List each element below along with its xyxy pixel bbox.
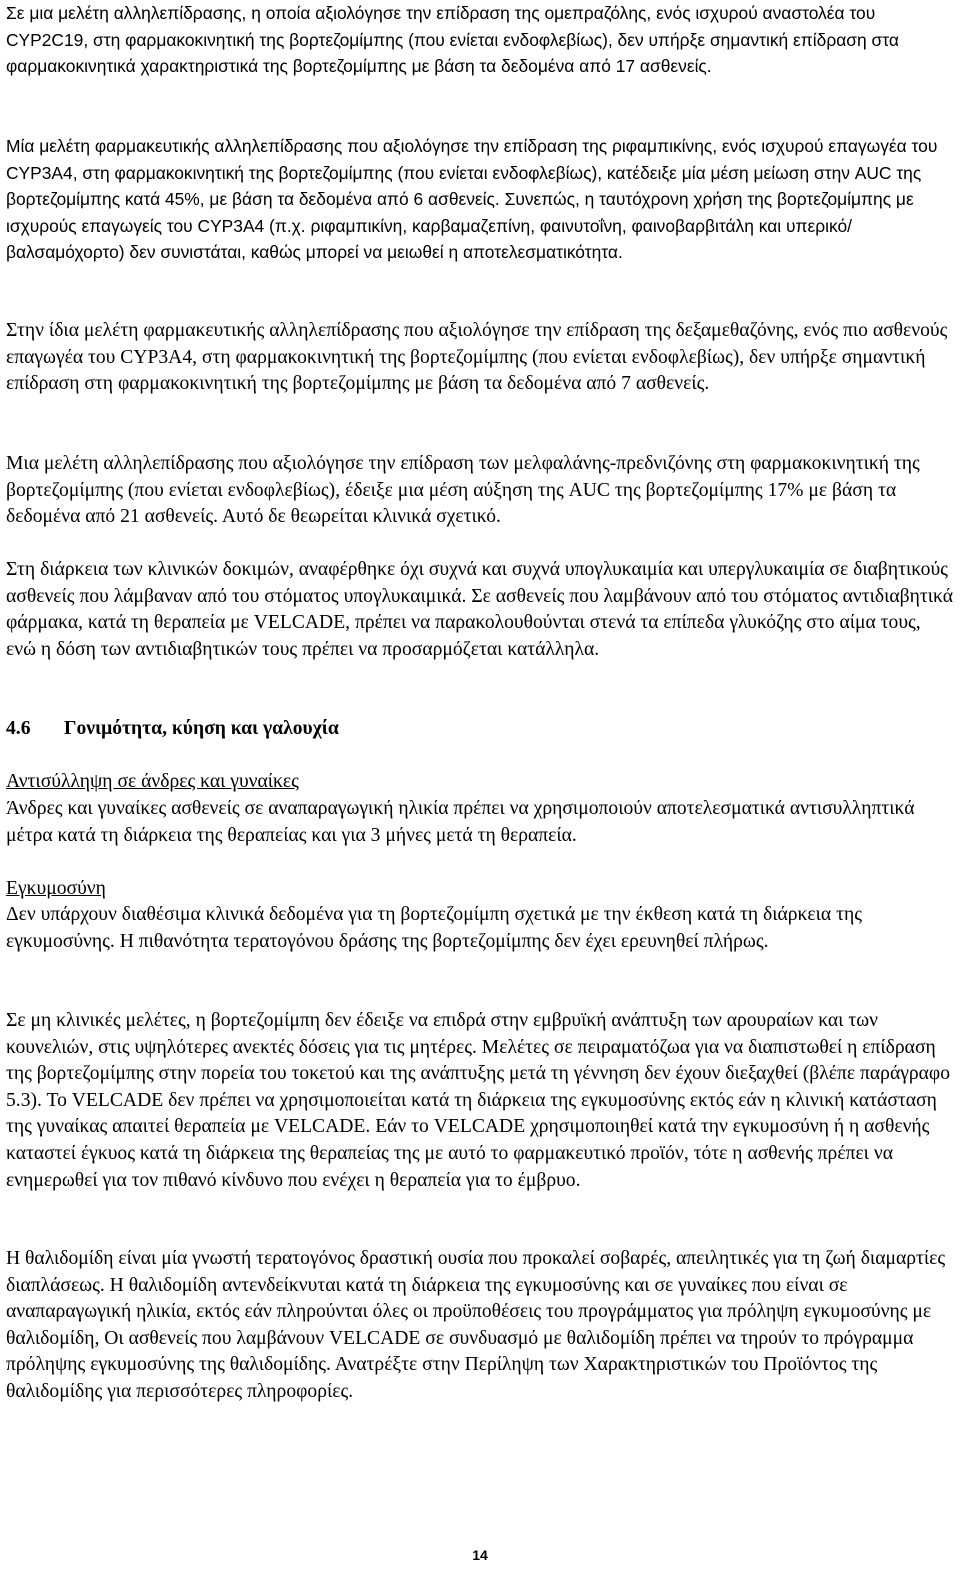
paragraph-nonclinical-studies: Σε μη κλινικές μελέτες, η βορτεζομίμπη δεν έδειξε να επιδρά στην εμβρυϊκή ανάπτυξη των αρουραίων και των κουνελιών, στις υψηλότερες ανεκτές δόσεις για τις μητέρες. Μελέτες σε πειραματόζωα για να διαπιστωθεί η επίδραση της βορτεζομίμπης στην πορεία του τοκετού και της ανάπτυξης μετά τη γέννηση δεν έχουν διεξαχθεί (βλέπε παράγραφο 5.3). Το VELCADE δεν πρέπει να χρησιμοποιείται κατά τη διάρκεια της εγκυμοσύνης εκτός εάν η κλινική κατάσταση της γυναίκας απαιτεί θεραπεία με VELCADE. Εάν το VELCADE χρησιμοποιηθεί κατά την εγκυμοσύνη ή η ασθενής καταστεί έγκυος κατά τη διάρκεια της θεραπείας της με αυτό το φαρμακευτικό προϊόν, τότε η ασθενής πρέπει να ενημερωθεί για τον πιθανό κίνδυνο που ενέχει η θεραπεία για το έμβρυο. <box>6 1010 951 1191</box>
paragraph-dexamethasone-study: Στην ίδια μελέτη φαρμακευτικής αλληλεπίδρασης που αξιολόγησε την επίδραση της δεξαμεθαζόνης, ενός πιο ασθενούς επαγωγέα του CYP3A4, στη φαρμακοκινητική της βορτεζομίμπης (που ενίεται ενδοφλεβίως), δεν υπήρξε σημαντική επίδραση στη φαρμακοκινητική της βορτεζομίμπης με βάση τα δεδομένα από 7 ασθενείς. <box>6 320 948 395</box>
paragraph-contraception: Άνδρες και γυναίκες ασθενείς σε αναπαραγωγική ηλικία πρέπει να χρησιμοποιούν αποτελεσματικά αντισυλληπτικά μέτρα κατά τη διάρκεια της θεραπείας και για 3 μήνες μετά τη θεραπεία. <box>6 798 915 846</box>
paragraph-rifampicin-study: Μία μελέτη φαρμακευτικής αλληλεπίδρασης που αξιολόγησε την επίδραση της ριφαμπικίνης, ενός ισχυρού επαγωγέα του CYP3A4, στη φαρμακοκινητική της βορτεζομίμπης (που ενίεται ενδοφλεβίως), κατέδειξε μία μέση μείωση στην AUC της βορτεζομίμπης κατά 45%, με βάση τα δεδομένα από 6 ασθενείς. Συνεπώς, η ταυτόχρονη χρήση της βορτεζομίμπης με ισχυρούς επαγωγείς του CYP3A4 (π.χ. ριφαμπικίνη, καρβαμαζεπίνη, φαινυτοΐνη, φαινοβαρβιτάλη και υπερικό/βαλσαμόχορτο) δεν συνιστάται, καθώς μπορεί να μειωθεί η αποτελεσματικότητα. <box>6 136 938 263</box>
subheading-pregnancy: Εγκυμοσύνη <box>6 878 106 899</box>
paragraph-melphalan-study: Μια μελέτη αλληλεπίδρασης που αξιολόγησε την επίδραση των μελφαλάνης-πρεδνιζόνης στη φαρμακοκινητική της βορτεζομίμπης (που ενίεται ενδοφλεβίως), έδειξε μια μέση αύξηση της AUC της βορτεζομίμπης 17% με βάση τα δεδομένα από 21 ασθενείς. Αυτό δε θεωρείται κλινικά σχετικό. <box>6 453 920 528</box>
section-title: Γονιμότητα, κύηση και γαλουχία <box>64 718 339 739</box>
subheading-contraception: Αντισύλληψη σε άνδρες και γυναίκες <box>6 771 299 792</box>
section-heading <box>6 716 954 743</box>
paragraph-omeprazole-study: Σε μια μελέτη αλληλεπίδρασης, η οποία αξιολόγησε την επίδραση της ομεπραζόλης, ενός ισχυρού αναστολέα του CYP2C19, στη φαρμακοκινητική της βορτεζομίμπης (που ενίεται ενδοφλεβίως), δεν υπήρξε σημαντική επίδραση στα φαρμακοκινητικά χαρακτηριστικά της βορτεζομίμπης με βάση τα δεδομένα από 17 ασθενείς. <box>6 3 899 77</box>
section-number: 4.6 <box>6 718 31 739</box>
paragraph-thalidomide: Η θαλιδομίδη είναι μία γνωστή τερατογόνος δραστική ουσία που προκαλεί σοβαρές, απειλητικές για τη ζωή διαμαρτίες διαπλάσεως. Η θαλιδομίδη αντενδείκνυται κατά τη διάρκεια της εγκυμοσύνης και σε γυναίκες που είναι σε αναπαραγωγική ηλικία, εκτός εάν πληρούνται όλες οι προϋποθέσεις του προγράμματος για πρόληψη εγκυμοσύνης με θαλιδομίδη, Οι ασθενείς που λαμβάνουν VELCADE σε συνδυασμό με θαλιδομίδη πρέπει να τηρούν το πρόγραμμα πρόληψης εγκυμοσύνης της θαλιδομίδης. Ανατρέξτε στην Περίληψη των Χαρακτηριστικών του Προϊόντος της θαλιδομίδης για περισσότερες πληροφορίες. <box>6 1248 946 1402</box>
paragraph-pregnancy-data: Δεν υπάρχουν διαθέσιμα κλινικά δεδομένα για τη βορτεζομίμπη σχετικά με την έκθεση κατά τη διάρκεια της εγκυμοσύνης. Η πιθανότητα τερατογόνου δράσης της βορτεζομίμπης δεν έχει ερευνηθεί πλήρως. <box>6 904 862 952</box>
paragraph-hypoglycaemia: Στη διάρκεια των κλινικών δοκιμών, αναφέρθηκε όχι συχνά και συχνά υπογλυκαιμία και υπεργλυκαιμία σε διαβητικούς ασθενείς που λάμβαναν από του στόματος υπογλυκαιμικά. Σε ασθενείς που λαμβάνουν από του στόματος αντιδιαβητικά φάρμακα, κατά τη θεραπεία με VELCADE, πρέπει να παρακολουθούνται στενά τα επίπεδα γλυκόζης στο αίμα τους, ενώ η δόση των αντιδιαβητικών τους πρέπει να προσαρμόζεται κατάλληλα. <box>6 559 953 660</box>
page-number: 14 <box>472 1547 488 1563</box>
